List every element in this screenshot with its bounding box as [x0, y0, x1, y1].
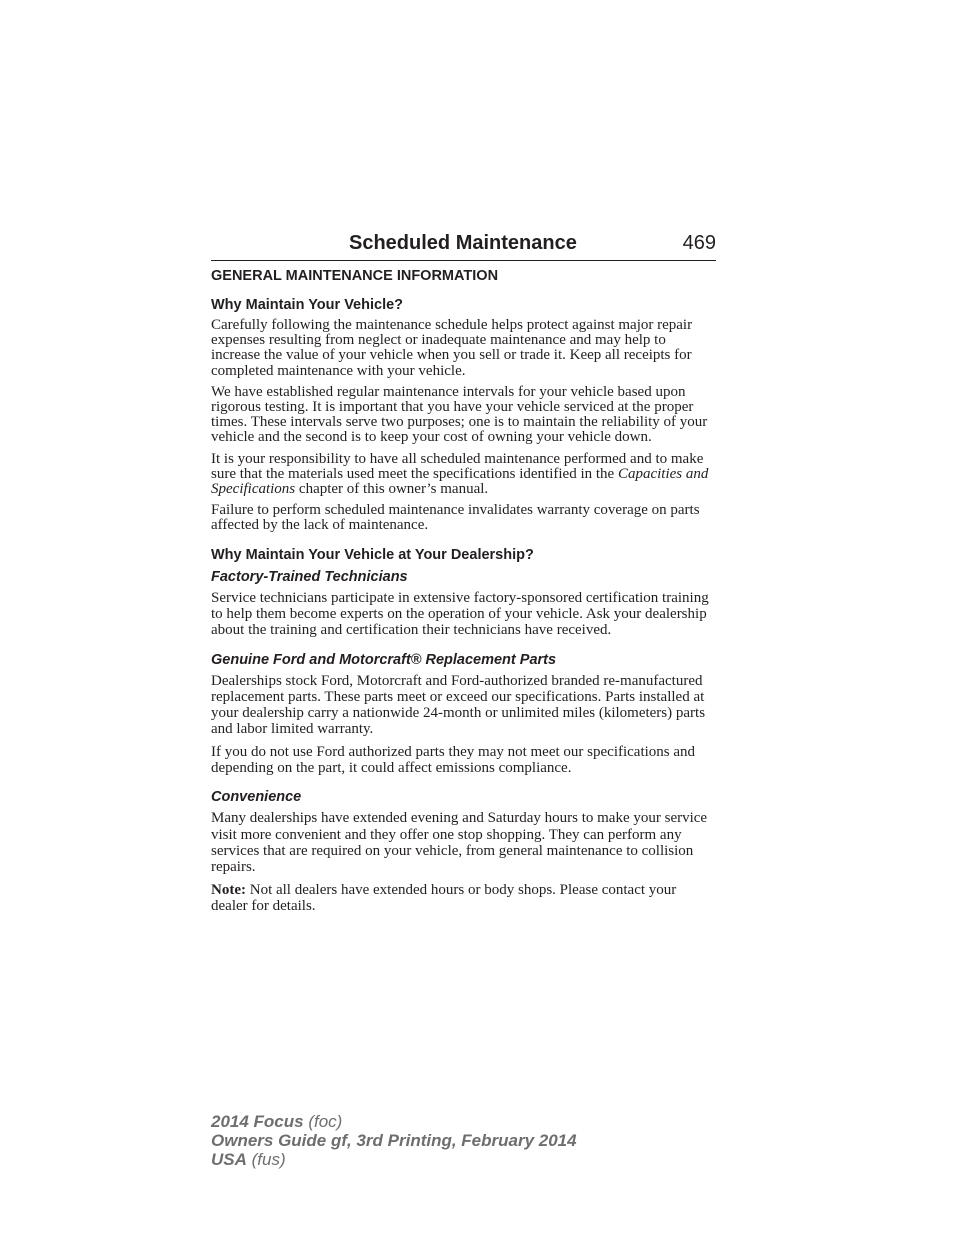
chapter-reference: Capacities and Specifications — [211, 465, 709, 498]
subheading-dealership: Why Maintain Your Vehicle at Your Dealership? — [211, 546, 534, 563]
note-label: Note: — [211, 881, 246, 898]
paragraph: Many dealerships have extended evening and Saturday hours to make your service visit more convenient and they offer one stop shopping. They can perform any services that are required on your vehicle, from general maintenance to collision repairs. — [211, 810, 708, 876]
page-content — [211, 267, 716, 920]
footer-line-edition — [211, 1131, 577, 1150]
paragraph: Carefully following the maintenance schedule helps protect against major repair expenses resulting from neglect or inadequate maintenance and may help to increase the value of your vehicle when you sell or trade it. Keep all receipts for completed maintenance with your vehicle. — [211, 317, 693, 379]
section-title: GENERAL MAINTENANCE INFORMATION — [211, 268, 499, 284]
footer-model-code: (foc) — [303, 1112, 343, 1131]
subheading-parts: Genuine Ford and Motorcraft® Replacement Parts — [211, 651, 557, 668]
chapter-title: Scheduled Maintenance — [349, 232, 577, 254]
paragraph-text: chapter of this owner’s manual. — [295, 481, 489, 498]
paragraph: If you do not use Ford authorized parts they may not meet our specifications and depending on the part, it could affect emissions compliance. — [211, 743, 696, 777]
footer-edition: Owners Guide gf, 3rd Printing, February 2014 — [211, 1131, 577, 1150]
paragraph: We have established regular maintenance intervals for your vehicle based upon rigorous testing. It is important that you have your vehicle serviced at the proper times. These intervals serve two purposes; one is to maintain the reliability of your vehicle and the second is to keep your cost of owning your vehicle down. — [211, 383, 708, 446]
paragraph: Failure to perform scheduled maintenance invalidates warranty coverage on parts affected by the lack of maintenance. — [211, 502, 700, 534]
footer-market: USA — [211, 1150, 247, 1169]
subheading-why-maintain: Why Maintain Your Vehicle? — [211, 297, 404, 313]
subheading-convenience: Convenience — [211, 789, 302, 806]
note-text: Not all dealers have extended hours or body shops. Please contact your dealer for details. — [211, 881, 677, 914]
paragraph: Dealerships stock Ford, Motorcraft and Ford-authorized branded re-manufactured replacement parts. These parts meet or exceed our specifications. Parts installed at your dealership carry a nationwide 24-month or unlimited miles (kilometers) parts and labor limited warranty. — [211, 672, 706, 738]
page-header — [211, 229, 716, 261]
footer-line-model — [211, 1112, 577, 1131]
paragraph — [211, 452, 716, 498]
page-footer — [211, 1112, 577, 1169]
page-number: 469 — [682, 232, 716, 254]
footer-line-market — [211, 1150, 577, 1169]
note — [211, 882, 716, 915]
subheading-technicians: Factory-Trained Technicians — [211, 568, 408, 585]
paragraph-text: It is your responsibility to have all scheduled maintenance performed and to make sure that the materials used meet the specifications identified in the — [211, 450, 704, 482]
paragraph: Service technicians participate in extensive factory-sponsored certification training to help them become experts on the operation of your vehicle. Ask your dealership about the training and certification their technicians have received. — [211, 589, 709, 639]
footer-model: 2014 Focus — [211, 1112, 304, 1131]
footer-market-code: (fus) — [246, 1150, 286, 1169]
